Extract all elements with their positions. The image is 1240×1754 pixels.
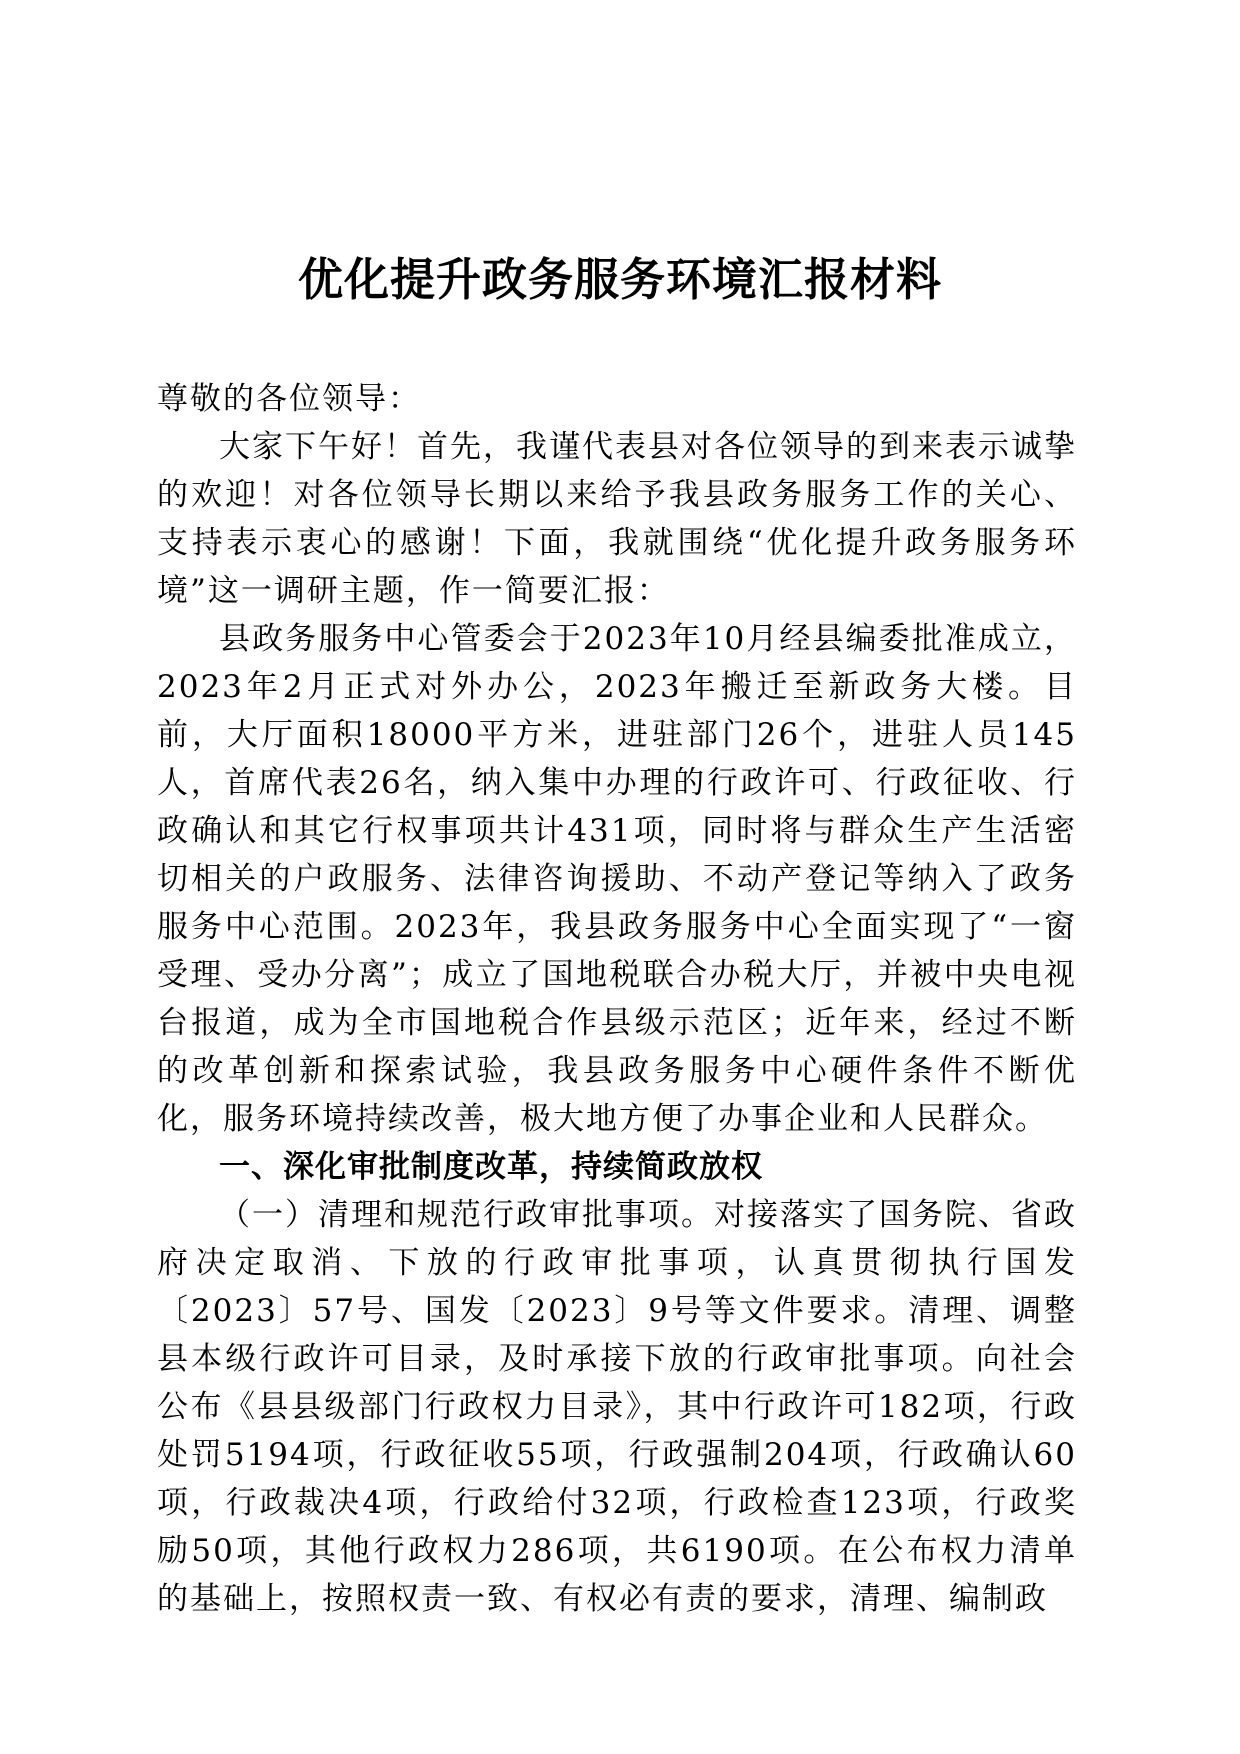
salutation: 尊敬的各位领导： [157,381,421,417]
document-title: 优化提升政务服务环境汇报材料 [297,253,942,306]
paragraph-greeting: 大家下午好！首先，我谨代表县对各位领导的到来表示诚挚的欢迎！对各位领导长期以来给予我县政务服务工作的关心、支持表示衷心的感谢！下面，我就围绕“优化提升政务服务环境”这一调研主题，作一简要汇报： [157,429,1077,609]
paragraph-section-1: （一）清理和规范行政审批事项。对接落实了国务院、省政府决定取消、下放的行政审批事项，认真贯彻执行国发〔2023〕57号、国发〔2023〕9号等文件要求。清理、调整县本级行政许可目录，及时承接下放的行政审批事项。向社会公布《县县级部门行政权力目录》，其中行政许可182项，行政处罚5194项，行政征收55项，行政强制204项，行政确认60项，行政裁决4项，行政给付32项，行政检查123项，行政奖励50项，其他行政权力286项，共6190项。在公布权力清单的基础上，按照权责一致、有权必有责的要求，清理、编制政 [157,1197,1077,1617]
paragraph-overview: 县政务服务中心管委会于2023年10月经县编委批准成立，2023年2月正式对外办公，2023年搬迁至新政务大楼。目前，大厅面积18000平方米，进驻部门26个，进驻人员145人，首席代表26名，纳入集中办理的行政许可、行政征收、行政确认和其它行权事项共计431项，同时将与群众生产生活密切相关的户政服务、法律咨询援助、不动产登记等纳入了政务服务中心范围。2023年，我县政务服务中心全面实现了“一窗受理、受办分离”；成立了国地税联合办税大厅，并被中央电视台报道，成为全市国地税合作县级示范区；近年来，经过不断的改革创新和探索试验，我县政务服务中心硬件条件不断优化，服务环境持续改善，极大地方便了办事企业和人民群众。 [157,621,1077,1137]
document-body [157,375,1077,1623]
section-heading: 一、深化审批制度改革，持续简政放权 [219,1149,763,1185]
